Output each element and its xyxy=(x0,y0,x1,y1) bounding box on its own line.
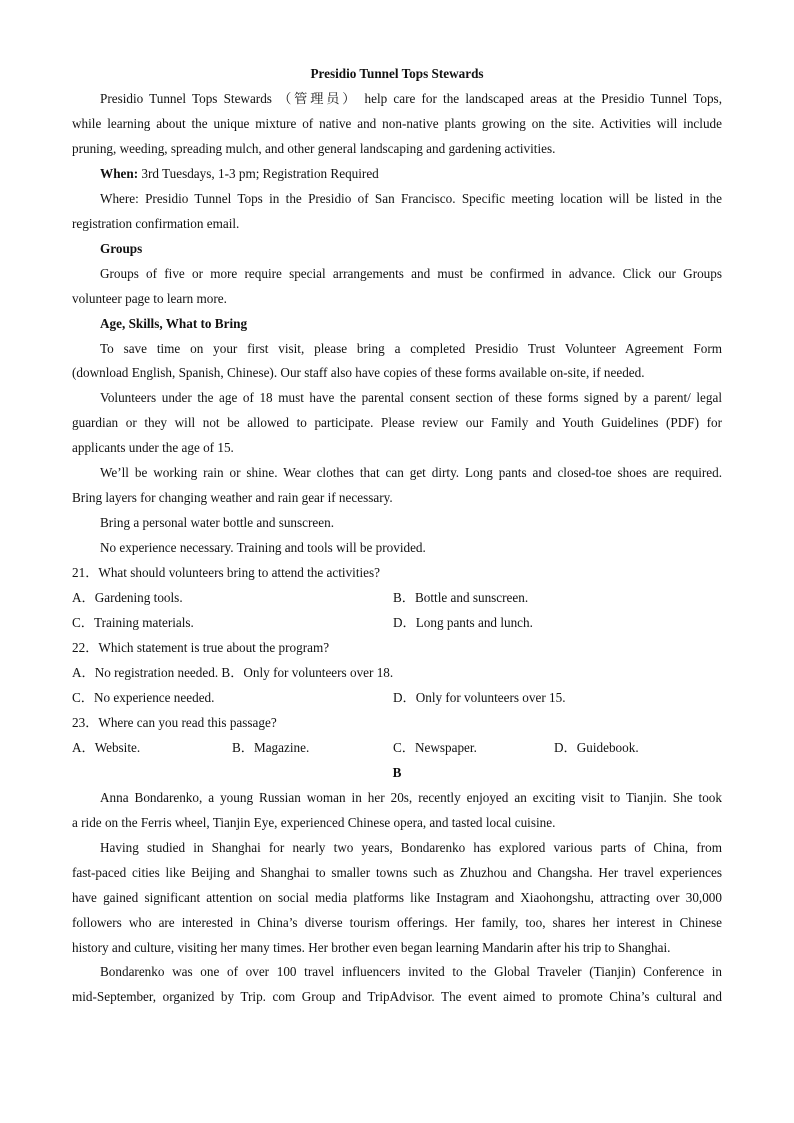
q23-option-c: C．Newspaper. xyxy=(393,740,477,755)
rain-line-1: We’ll be working rain or shine. Wear clothes that can get dirty. Long pants and closed-toe shoes are required. xyxy=(100,465,722,480)
where-line-2: registration confirmation email. xyxy=(72,216,240,231)
q22-options-ab: A．No registration needed. B．Only for volunteers over 18. xyxy=(72,665,394,680)
intro-line-2: while learning about the unique mixture of native and non-native plants growing on the site. Activities will include xyxy=(72,116,722,131)
b-p2-line-1: Having studied in Shanghai for nearly two years, Bondarenko has explored various parts of China, from xyxy=(100,840,722,855)
q21-stem: 21．What should volunteers bring to attend the activities? xyxy=(72,565,381,580)
groups-line-2: volunteer page to learn more. xyxy=(72,291,227,306)
b-p2-line-3: have gained significant attention on social media platforms like Instagram and Xiaohongshu, attracting over 30,000 xyxy=(72,890,722,905)
b-p3-line-1: Bondarenko was one of over 100 travel influencers invited to the Global Traveler (Tianjin) Conference in xyxy=(100,964,722,979)
intro-line-1: Presidio Tunnel Tops Stewards （管理员） help care for the landscaped areas at the Presidio Tunnel Tops, xyxy=(100,91,722,106)
save-time-line-1: To save time on your first visit, please bring a completed Presidio Trust Volunteer Agreement Form xyxy=(100,341,722,356)
groups-heading: Groups xyxy=(100,241,143,256)
q23-option-d: D．Guidebook. xyxy=(554,740,639,755)
q22-option-c: C．No experience needed. xyxy=(72,690,215,705)
q23-option-b: B．Magazine. xyxy=(232,740,310,755)
under18-line-2: guardian or they will not be allowed to participate. Please review our Family and Youth Guidelines (PDF) for xyxy=(72,415,722,430)
where-line-1: Where: Presidio Tunnel Tops in the Presidio of San Francisco. Specific meeting location will be listed in the xyxy=(100,191,722,206)
under18-line-3: applicants under the age of 15. xyxy=(72,440,234,455)
q21-option-b: B．Bottle and sunscreen. xyxy=(393,590,529,605)
when-line xyxy=(100,166,379,182)
intro-line-3: pruning, weeding, spreading mulch, and other general landscaping and gardening activities. xyxy=(72,141,556,156)
age-skills-heading: Age, Skills, What to Bring xyxy=(100,316,248,331)
q23-stem: 23．Where can you read this passage? xyxy=(72,715,277,730)
b-p1-line-1: Anna Bondarenko, a young Russian woman in her 20s, recently enjoyed an exciting visit to Tianjin. She took xyxy=(100,790,722,805)
section-b-heading: B xyxy=(392,765,402,780)
water-line: Bring a personal water bottle and sunscreen. xyxy=(100,515,335,530)
q22-option-d: D．Only for volunteers over 15. xyxy=(393,690,566,705)
save-time-line-2: (download English, Spanish, Chinese). Our staff also have copies of these forms available on-site, if needed. xyxy=(72,365,645,380)
b-p2-line-5: history and culture, visiting her many times. Her brother even began learning Mandarin after his trip to Shanghai. xyxy=(72,940,671,955)
q21-option-d: D．Long pants and lunch. xyxy=(393,615,533,630)
passage-title: Presidio Tunnel Tops Stewards xyxy=(310,66,484,81)
rain-line-2: Bring layers for changing weather and rain gear if necessary. xyxy=(72,490,393,505)
b-p2-line-2: fast-paced cities like Beijing and Shanghai to smaller towns such as Zhuzhou and Changsha. Her travel experiences xyxy=(72,865,722,880)
q21-option-c: C．Training materials. xyxy=(72,615,194,630)
groups-line-1: Groups of five or more require special arrangements and must be confirmed in advance. Click our Groups xyxy=(100,266,722,281)
under18-line-1: Volunteers under the age of 18 must have the parental consent section of these forms signed by a parent/ legal xyxy=(100,390,722,405)
q21-option-a: A．Gardening tools. xyxy=(72,590,183,605)
b-p1-line-2: a ride on the Ferris wheel, Tianjin Eye, experienced Chinese opera, and tasted local cuisine. xyxy=(72,815,556,830)
when-text: 3rd Tuesdays, 1-3 pm; Registration Required xyxy=(138,166,379,181)
b-p2-line-4: followers who are interested in China’s diverse tourism offerings. Her family, too, shares her interest in Chinese xyxy=(72,915,722,930)
experience-line: No experience necessary. Training and tools will be provided. xyxy=(100,540,426,555)
q23-option-a: A．Website. xyxy=(72,740,141,755)
q22-stem: 22．Which statement is true about the program? xyxy=(72,640,330,655)
b-p3-line-2: mid-September, organized by Trip. com Group and TripAdvisor. The event aimed to promote China’s cultural and xyxy=(72,989,722,1004)
when-label: When: xyxy=(100,166,139,181)
